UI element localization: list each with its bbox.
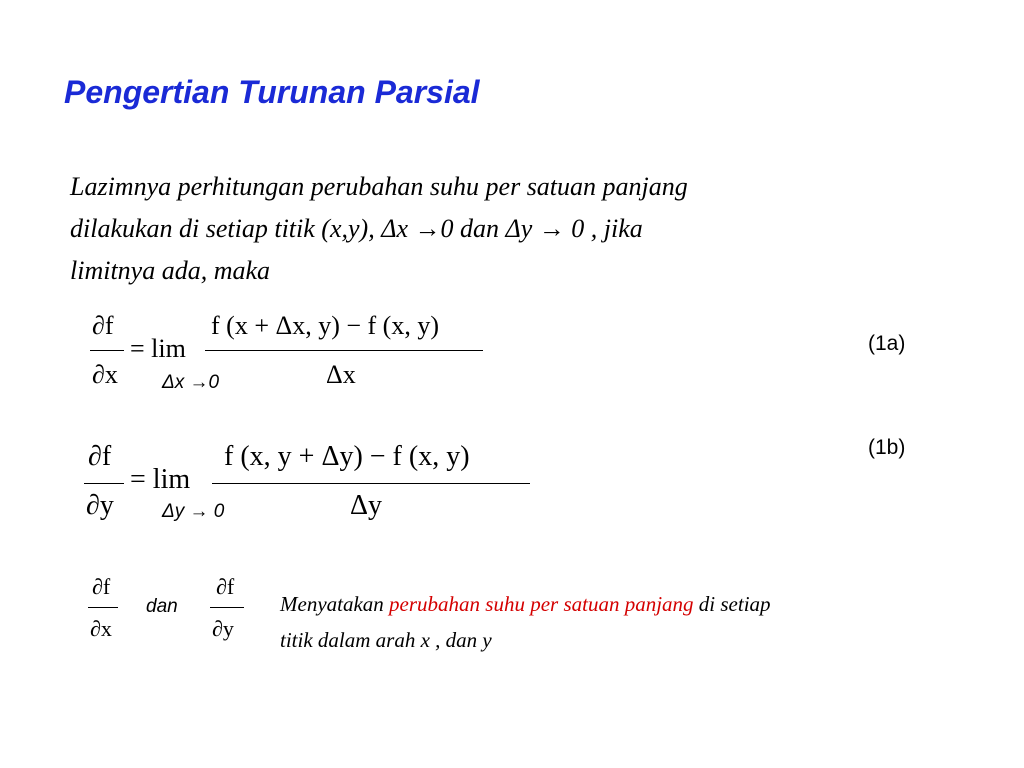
eq1a-label: (1a) xyxy=(868,332,906,355)
eq1b-numerator: f (x, y + Δy) − f (x, y) xyxy=(224,441,470,472)
summary-text-after: di setiap xyxy=(693,592,771,616)
summary-frac2-bar xyxy=(210,607,244,608)
eq1a-denominator: Δx xyxy=(326,360,356,389)
summary-frac1-denominator: ∂x xyxy=(90,616,112,641)
eq1a-lhs-numerator: ∂f xyxy=(92,311,114,340)
intro-paragraph xyxy=(70,166,930,292)
summary-frac1-bar xyxy=(88,607,118,608)
intro-line-1: Lazimnya perhitungan perubahan suhu per satuan panjang xyxy=(70,172,688,201)
eq1b-denominator: Δy xyxy=(350,490,383,521)
eq1a-equals-lim: = lim xyxy=(130,334,186,363)
summary-highlight: perubahan suhu per satuan panjang xyxy=(389,592,694,616)
summary-frac1-numerator: ∂f xyxy=(92,574,111,599)
summary-note-line-1 xyxy=(280,586,970,622)
eq1b-lhs-fraction-bar xyxy=(84,483,124,484)
summary-frac2-denominator: ∂y xyxy=(212,616,234,641)
intro-line-3: limitnya ada, maka xyxy=(70,256,271,285)
eq1a-lhs-denominator: ∂x xyxy=(92,360,118,389)
eq1b-lhs-denominator: ∂y xyxy=(86,490,114,521)
intro-line-2: dilakukan di setiap titik (x,y), Δx →0 dan Δy → 0 , jika xyxy=(70,214,643,243)
eq1a-fraction-bar xyxy=(205,350,483,351)
eq1b-fraction-bar xyxy=(212,483,530,484)
summary-note-line-2: titik dalam arah x , dan y xyxy=(280,628,492,652)
eq1b-lhs-numerator: ∂f xyxy=(88,441,112,472)
eq1a-limit-subscript: Δx →0 xyxy=(162,372,220,393)
eq1a-lhs-fraction-bar xyxy=(90,350,124,351)
summary-frac2-numerator: ∂f xyxy=(216,574,235,599)
page-title: Pengertian Turunan Parsial xyxy=(64,74,480,110)
summary-note xyxy=(280,586,970,658)
eq1b-limit-subscript: Δy → 0 xyxy=(162,501,225,522)
eq1b-equals-lim: = lim xyxy=(130,464,191,495)
summary-dan: dan xyxy=(146,596,178,617)
summary-text-before: Menyatakan xyxy=(280,592,390,616)
eq1a-numerator: f (x + Δx, y) − f (x, y) xyxy=(211,311,439,340)
eq1b-label: (1b) xyxy=(868,436,906,459)
